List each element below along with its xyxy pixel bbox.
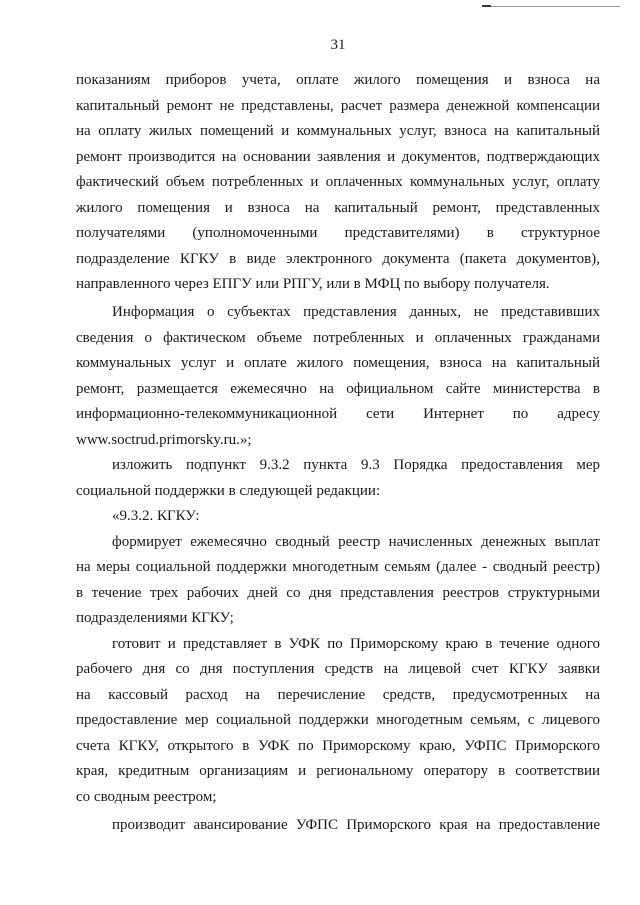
text-line: www.soctrud.primorsky.ru.»; — [76, 431, 252, 448]
text-line: жилого помещения и взноса на капитальный ремонт, представленных — [76, 199, 600, 216]
text-line: показаниям приборов учета, оплате жилого помещения и взноса на — [76, 72, 600, 88]
text-line: сведения о фактическом объеме потребленных и оплаченных гражданами — [76, 329, 600, 346]
paragraph-compensation-calculation — [76, 68, 600, 298]
body-text — [76, 68, 600, 838]
text-line: предоставление мер социальной поддержки многодетным семьям, с лицевого — [76, 712, 600, 728]
text-line: коммунальных услуг и оплате жилого помещения, взноса на капитальный — [76, 355, 600, 371]
top-rule-tick — [482, 5, 491, 7]
text-line: ремонт, размещается ежемесячно на официальном сайте министерства в — [76, 380, 600, 397]
text-line: изложить подпункт 9.3.2 пункта 9.3 Порядка предоставления мер — [112, 457, 600, 473]
text-line: Информация о субъектах представления данных, не представивших — [112, 304, 600, 320]
text-line: направленного через ЕПГУ или РПГУ, или в МФЦ по выбору получателя. — [76, 276, 550, 292]
text-line: счета КГКУ, открытого в УФК по Приморскому краю, УФПС Приморского — [76, 737, 600, 754]
top-rule — [482, 6, 620, 7]
text-line: информационно-телекоммуникационной сети Интернет по адресу — [76, 406, 600, 422]
paragraph-advance-payment — [76, 813, 600, 839]
paragraph-subjects-information — [76, 300, 600, 453]
text-line: в течение трех рабочих дней со дня представления реестров структурными — [76, 584, 600, 601]
text-line: производит авансирование УФПС Приморского края на предоставление — [112, 816, 600, 833]
paragraph-subclause-heading — [76, 504, 600, 530]
text-line: капитальный ремонт не представлены, расчет размера денежной компенсации — [76, 97, 600, 114]
text-line: края, кредитным организациям и региональному оператору в соответствии — [76, 763, 600, 779]
paragraph-amend-subclause — [76, 453, 600, 504]
text-line: со сводным реестром; — [76, 788, 217, 805]
paragraph-prepares-requests — [76, 632, 600, 811]
text-line: рабочего дня со дня поступления средств на лицевой счет КГКУ заявки — [76, 661, 600, 677]
text-line: подразделение КГКУ в виде электронного документа (пакета документов), — [76, 250, 600, 267]
text-line: получателями (уполномоченными представителями) в структурное — [76, 225, 600, 241]
text-line: на оплату жилых помещений и коммунальных услуг, взноса на капитальный — [76, 123, 600, 139]
text-line: подразделениями КГКУ; — [76, 610, 234, 626]
text-line: социальной поддержки в следующей редакции: — [76, 482, 381, 499]
text-line: формирует ежемесячно сводный реестр начисленных денежных выплат — [112, 533, 600, 550]
paragraph-forms-registry — [76, 530, 600, 632]
text-line: фактический объем потребленных и оплаченных коммунальных услуг, оплату — [76, 174, 600, 190]
text-line: ремонт производится на основании заявления и документов, подтверждающих — [76, 148, 600, 165]
text-line: «9.3.2. КГКУ: — [112, 508, 200, 524]
page-number: 31 — [330, 37, 346, 53]
text-line: готовит и представляет в УФК по Приморскому краю в течение одного — [112, 635, 600, 652]
text-line: на кассовый расход на перечисление средств, предусмотренных на — [76, 686, 600, 703]
text-line: на меры социальной поддержки многодетным семьям (далее - сводный реестр) — [76, 559, 600, 575]
